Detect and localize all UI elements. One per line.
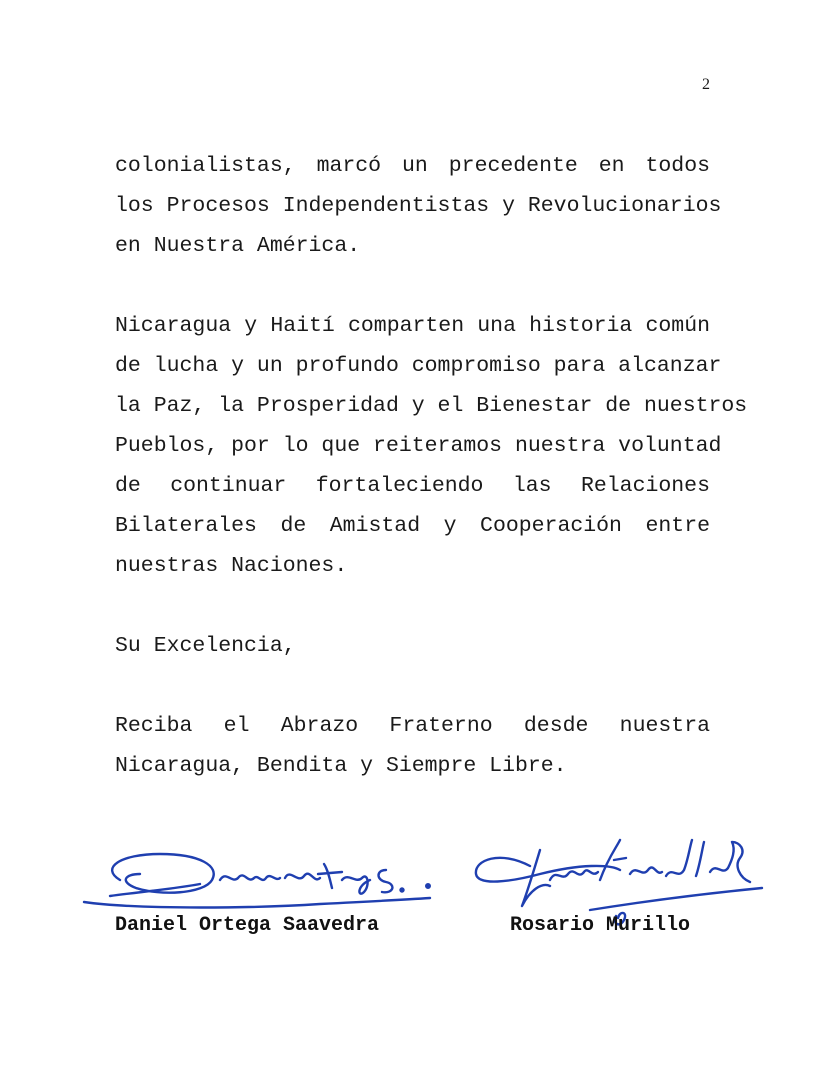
text-line: de continuar fortaleciendo las Relaciones <box>115 474 710 498</box>
text-line: de lucha y un profundo compromiso para alcanzar <box>115 354 722 378</box>
text-line: Reciba el Abrazo Fraterno desde nuestra <box>115 714 710 738</box>
page-number: 2 <box>702 76 710 93</box>
text-line: en Nuestra América. <box>115 234 361 258</box>
signer-name-rosario-murillo: Rosario Murillo <box>510 914 691 937</box>
text-line: los Procesos Independentistas y Revolucionarios <box>115 194 722 218</box>
paragraph-2 <box>115 306 748 586</box>
text-line: Su Excelencia, <box>115 634 296 658</box>
text-line: la Paz, la Prosperidad y el Bienestar de nuestros <box>115 394 748 418</box>
text-line: Nicaragua, Bendita y Siempre Libre. <box>115 754 567 778</box>
text-line: nuestras Naciones. <box>115 554 348 578</box>
text-line: Pueblos, por lo que reiteramos nuestra voluntad <box>115 434 722 458</box>
paragraph-1 <box>115 146 722 266</box>
text-line: Nicaragua y Haití comparten una historia común <box>115 314 710 338</box>
salutation <box>115 626 710 666</box>
closing-paragraph <box>115 706 710 786</box>
signature-daniel-ortega <box>80 840 440 915</box>
text-line: colonialistas, marcó un precedente en todos <box>115 154 710 178</box>
text-line: Bilaterales de Amistad y Cooperación entre <box>115 514 710 538</box>
signature-block <box>70 820 790 950</box>
signer-name-daniel-ortega: Daniel Ortega Saavedra <box>115 914 380 937</box>
